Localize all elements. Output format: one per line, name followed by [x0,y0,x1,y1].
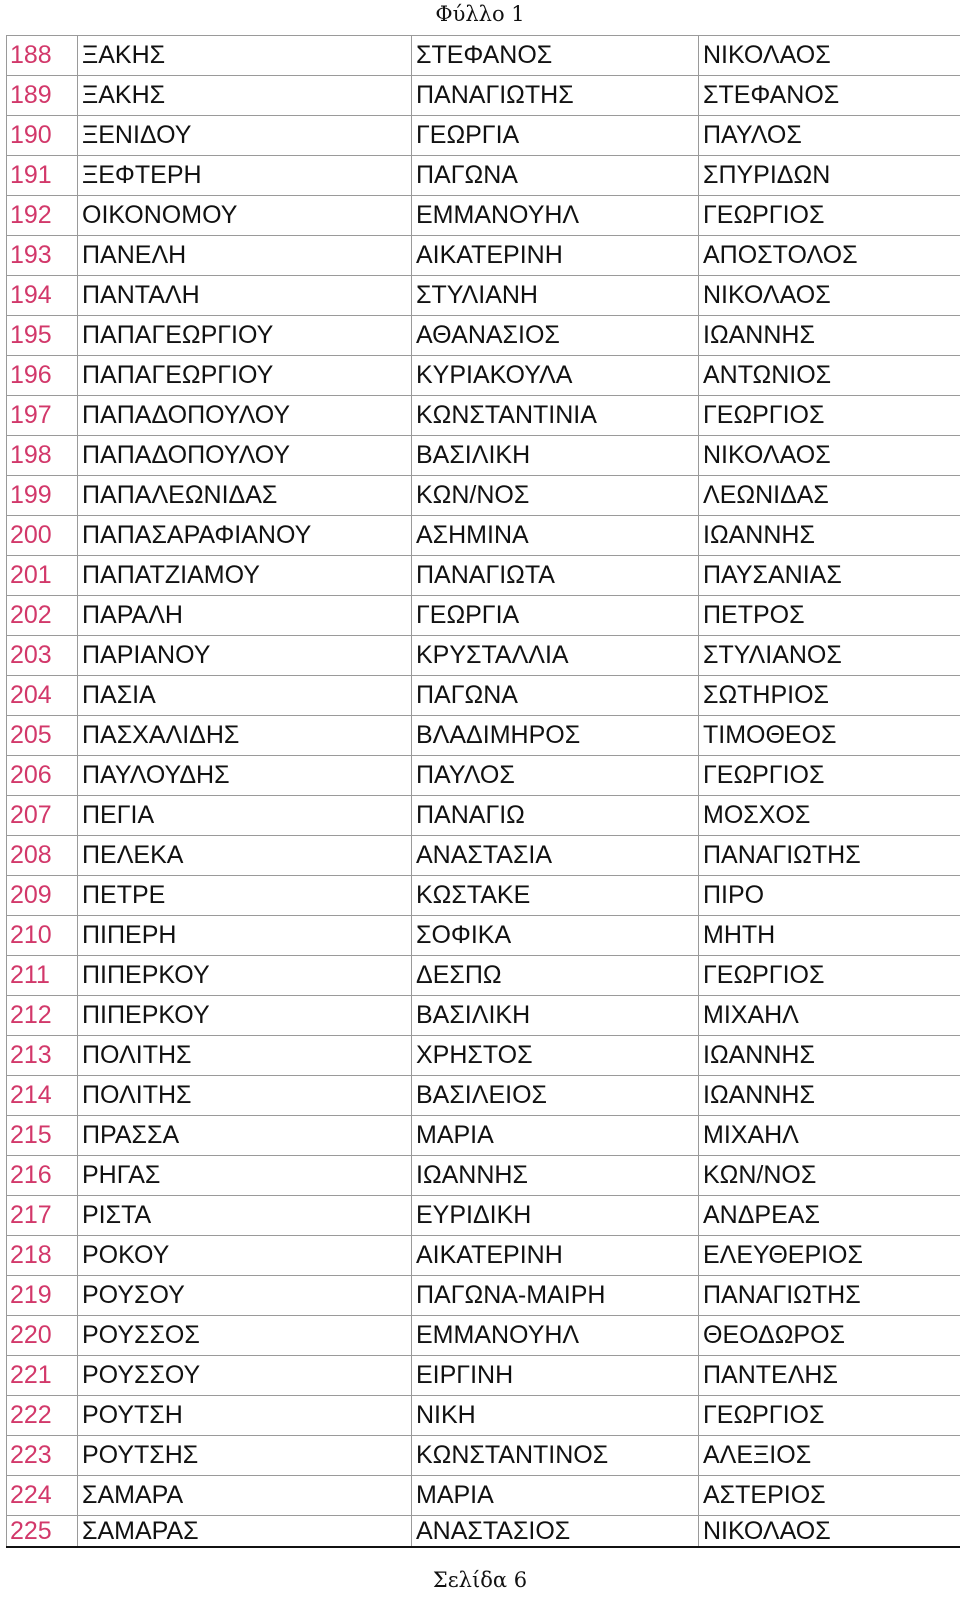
surname-cell: ΠΑΠΑΔΟΠΟΥΛΟΥ [78,436,412,476]
father-name-cell: ΑΠΟΣΤΟΛΟΣ [699,236,960,276]
page-footer: Σελίδα 6 [432,1568,528,1592]
surname-cell: ΠΙΠΕΡΚΟΥ [78,996,412,1036]
surname-cell: ΠΙΠΕΡΚΟΥ [78,956,412,996]
row-number: 198 [7,436,78,476]
table-row [7,356,960,396]
table-row [7,316,960,356]
table-row [7,676,960,716]
row-number: 194 [7,276,78,316]
father-name-cell: ΚΩΝ/ΝΟΣ [699,1156,960,1196]
father-name-cell: ΠΑΝΑΓΙΩΤΗΣ [699,836,960,876]
first-name-cell: ΣΤΕΦΑΝΟΣ [412,36,699,76]
father-name-cell: ΠΑΝΑΓΙΩΤΗΣ [699,1276,960,1316]
surname-cell: ΣΑΜΑΡΑ [78,1476,412,1516]
table-row [7,516,960,556]
surname-cell: ΠΙΠΕΡΗ [78,916,412,956]
roster-body [7,36,960,1548]
row-number: 216 [7,1156,78,1196]
father-name-cell: ΑΣΤΕΡΙΟΣ [699,1476,960,1516]
first-name-cell: ΠΑΝΑΓΙΩΤΑ [412,556,699,596]
row-number: 190 [7,116,78,156]
father-name-cell: ΙΩΑΝΝΗΣ [699,1036,960,1076]
first-name-cell: ΑΝΑΣΤΑΣΙΟΣ [412,1516,699,1548]
surname-cell: ΠΑΡΙΑΝΟΥ [78,636,412,676]
table-row [7,276,960,316]
first-name-cell: ΠΑΝΑΓΙΩ [412,796,699,836]
row-number: 221 [7,1356,78,1396]
row-number: 224 [7,1476,78,1516]
father-name-cell: ΠΑΝΤΕΛΗΣ [699,1356,960,1396]
row-number: 205 [7,716,78,756]
surname-cell: ΞΑΚΗΣ [78,36,412,76]
surname-cell: ΡΟΚΟΥ [78,1236,412,1276]
father-name-cell: ΠΙΡΟ [699,876,960,916]
surname-cell: ΠΕΓΙΑ [78,796,412,836]
row-number: 201 [7,556,78,596]
surname-cell: ΡΟΥΤΣΗ [78,1396,412,1436]
first-name-cell: ΓΕΩΡΓΙΑ [412,596,699,636]
row-number: 225 [7,1516,78,1548]
surname-cell: ΞΕΦΤΕΡΗ [78,156,412,196]
row-number: 192 [7,196,78,236]
table-row [7,1116,960,1156]
first-name-cell: ΑΣΗΜΙΝΑ [412,516,699,556]
father-name-cell: ΘΕΟΔΩΡΟΣ [699,1316,960,1356]
surname-cell: ΠΑΝΕΛΗ [78,236,412,276]
table-row [7,396,960,436]
surname-cell: ΠΕΛΕΚΑ [78,836,412,876]
row-number: 218 [7,1236,78,1276]
first-name-cell: ΕΥΡΙΔΙΚΗ [412,1196,699,1236]
table-row [7,956,960,996]
father-name-cell: ΓΕΩΡΓΙΟΣ [699,956,960,996]
father-name-cell: ΓΕΩΡΓΙΟΣ [699,196,960,236]
table-row [7,1436,960,1476]
row-number: 222 [7,1396,78,1436]
first-name-cell: ΜΑΡΙΑ [412,1116,699,1156]
surname-cell: ΠΑΣΙΑ [78,676,412,716]
table-row [7,196,960,236]
row-number: 223 [7,1436,78,1476]
table-row [7,796,960,836]
father-name-cell: ΣΤΕΦΑΝΟΣ [699,76,960,116]
first-name-cell: ΕΙΡΓΙΝΗ [412,1356,699,1396]
first-name-cell: ΕΜΜΑΝΟΥΗΛ [412,196,699,236]
father-name-cell: ΓΕΩΡΓΙΟΣ [699,1396,960,1436]
roster-table [6,35,960,1548]
father-name-cell: ΜΟΣΧΟΣ [699,796,960,836]
surname-cell: ΡΟΥΣΟΥ [78,1276,412,1316]
first-name-cell: ΚΩΝΣΤΑΝΤΙΝΟΣ [412,1436,699,1476]
surname-cell: ΠΕΤΡΕ [78,876,412,916]
first-name-cell: ΠΑΓΩΝΑ-ΜΑΙΡΗ [412,1276,699,1316]
table-row [7,1156,960,1196]
first-name-cell: ΠΑΓΩΝΑ [412,676,699,716]
table-row [7,1516,960,1548]
surname-cell: ΠΟΛΙΤΗΣ [78,1076,412,1116]
first-name-cell: ΔΕΣΠΩ [412,956,699,996]
surname-cell: ΠΑΠΑΣΑΡΑΦΙΑΝΟΥ [78,516,412,556]
table-row [7,76,960,116]
surname-cell: ΡΙΣΤΑ [78,1196,412,1236]
father-name-cell: ΓΕΩΡΓΙΟΣ [699,396,960,436]
first-name-cell: ΙΩΑΝΝΗΣ [412,1156,699,1196]
row-number: 188 [7,36,78,76]
row-number: 202 [7,596,78,636]
father-name-cell: ΕΛΕΥΘΕΡΙΟΣ [699,1236,960,1276]
table-row [7,1196,960,1236]
father-name-cell: ΜΙΧΑΗΛ [699,1116,960,1156]
table-row [7,476,960,516]
row-number: 215 [7,1116,78,1156]
table-row [7,116,960,156]
first-name-cell: ΚΩΝΣΤΑΝΤΙΝΙΑ [412,396,699,436]
first-name-cell: ΚΩΣΤΑΚΕ [412,876,699,916]
first-name-cell: ΑΘΑΝΑΣΙΟΣ [412,316,699,356]
surname-cell: ΠΑΣΧΑΛΙΔΗΣ [78,716,412,756]
first-name-cell: ΠΑΝΑΓΙΩΤΗΣ [412,76,699,116]
first-name-cell: ΚΡΥΣΤΑΛΛΙΑ [412,636,699,676]
sheet-header: Φύλλο 1 [435,2,525,26]
surname-cell: ΠΑΠΑΔΟΠΟΥΛΟΥ [78,396,412,436]
table-row [7,836,960,876]
father-name-cell: ΝΙΚΟΛΑΟΣ [699,36,960,76]
table-row [7,236,960,276]
table-row [7,1076,960,1116]
first-name-cell: ΝΙΚΗ [412,1396,699,1436]
row-number: 220 [7,1316,78,1356]
row-number: 200 [7,516,78,556]
father-name-cell: ΣΤΥΛΙΑΝΟΣ [699,636,960,676]
surname-cell: ΠΑΠΑΛΕΩΝΙΔΑΣ [78,476,412,516]
father-name-cell: ΠΑΥΛΟΣ [699,116,960,156]
surname-cell: ΠΑΡΑΛΗ [78,596,412,636]
table-row [7,756,960,796]
table-row [7,1356,960,1396]
father-name-cell: ΣΠΥΡΙΔΩΝ [699,156,960,196]
father-name-cell: ΝΙΚΟΛΑΟΣ [699,1516,960,1548]
row-number: 213 [7,1036,78,1076]
first-name-cell: ΑΙΚΑΤΕΡΙΝΗ [412,236,699,276]
row-number: 196 [7,356,78,396]
surname-cell: ΡΟΥΤΣΗΣ [78,1436,412,1476]
table-row [7,716,960,756]
table-row [7,996,960,1036]
first-name-cell: ΒΛΑΔΙΜΗΡΟΣ [412,716,699,756]
surname-cell: ΠΟΛΙΤΗΣ [78,1036,412,1076]
first-name-cell: ΠΑΓΩΝΑ [412,156,699,196]
first-name-cell: ΒΑΣΙΛΙΚΗ [412,436,699,476]
row-number: 199 [7,476,78,516]
first-name-cell: ΜΑΡΙΑ [412,1476,699,1516]
row-number: 208 [7,836,78,876]
row-number: 195 [7,316,78,356]
father-name-cell: ΑΛΕΞΙΟΣ [699,1436,960,1476]
table-row [7,1476,960,1516]
row-number: 191 [7,156,78,196]
surname-cell: ΠΑΝΤΑΛΗ [78,276,412,316]
row-number: 210 [7,916,78,956]
table-row [7,1236,960,1276]
table-row [7,1316,960,1356]
table-row [7,1276,960,1316]
father-name-cell: ΤΙΜΟΘΕΟΣ [699,716,960,756]
surname-cell: ΡΗΓΑΣ [78,1156,412,1196]
father-name-cell: ΛΕΩΝΙΔΑΣ [699,476,960,516]
father-name-cell: ΜΙΧΑΗΛ [699,996,960,1036]
table-row [7,916,960,956]
surname-cell: ΟΙΚΟΝΟΜΟΥ [78,196,412,236]
row-number: 219 [7,1276,78,1316]
table-row [7,1396,960,1436]
table-row [7,1036,960,1076]
row-number: 189 [7,76,78,116]
father-name-cell: ΣΩΤΗΡΙΟΣ [699,676,960,716]
row-number: 214 [7,1076,78,1116]
father-name-cell: ΝΙΚΟΛΑΟΣ [699,276,960,316]
surname-cell: ΠΑΠΑΤΖΙΑΜΟΥ [78,556,412,596]
table-row [7,156,960,196]
row-number: 206 [7,756,78,796]
surname-cell: ΠΡΑΣΣΑ [78,1116,412,1156]
row-number: 207 [7,796,78,836]
table-row [7,596,960,636]
first-name-cell: ΓΕΩΡΓΙΑ [412,116,699,156]
row-number: 212 [7,996,78,1036]
row-number: 211 [7,956,78,996]
father-name-cell: ΙΩΑΝΝΗΣ [699,1076,960,1116]
surname-cell: ΠΑΠΑΓΕΩΡΓΙΟΥ [78,316,412,356]
surname-cell: ΣΑΜΑΡΑΣ [78,1516,412,1548]
surname-cell: ΡΟΥΣΣΟΥ [78,1356,412,1396]
first-name-cell: ΚΥΡΙΑΚΟΥΛΑ [412,356,699,396]
row-number: 203 [7,636,78,676]
first-name-cell: ΑΝΑΣΤΑΣΙΑ [412,836,699,876]
first-name-cell: ΧΡΗΣΤΟΣ [412,1036,699,1076]
first-name-cell: ΚΩΝ/ΝΟΣ [412,476,699,516]
father-name-cell: ΑΝΔΡΕΑΣ [699,1196,960,1236]
row-number: 193 [7,236,78,276]
surname-cell: ΞΕΝΙΔΟΥ [78,116,412,156]
father-name-cell: ΙΩΑΝΝΗΣ [699,516,960,556]
table-row [7,36,960,76]
father-name-cell: ΠΕΤΡΟΣ [699,596,960,636]
father-name-cell: ΠΑΥΣΑΝΙΑΣ [699,556,960,596]
father-name-cell: ΓΕΩΡΓΙΟΣ [699,756,960,796]
first-name-cell: ΕΜΜΑΝΟΥΗΛ [412,1316,699,1356]
father-name-cell: ΙΩΑΝΝΗΣ [699,316,960,356]
first-name-cell: ΒΑΣΙΛΕΙΟΣ [412,1076,699,1116]
table-row [7,436,960,476]
father-name-cell: ΜΗΤΗ [699,916,960,956]
row-number: 217 [7,1196,78,1236]
surname-cell: ΠΑΠΑΓΕΩΡΓΙΟΥ [78,356,412,396]
row-number: 204 [7,676,78,716]
father-name-cell: ΑΝΤΩΝΙΟΣ [699,356,960,396]
table-row [7,636,960,676]
table-row [7,556,960,596]
surname-cell: ΞΑΚΗΣ [78,76,412,116]
row-number: 209 [7,876,78,916]
table-row [7,876,960,916]
surname-cell: ΠΑΥΛΟΥΔΗΣ [78,756,412,796]
surname-cell: ΡΟΥΣΣΟΣ [78,1316,412,1356]
first-name-cell: ΣΟΦΙΚΑ [412,916,699,956]
first-name-cell: ΠΑΥΛΟΣ [412,756,699,796]
row-number: 197 [7,396,78,436]
first-name-cell: ΣΤΥΛΙΑΝΗ [412,276,699,316]
first-name-cell: ΑΙΚΑΤΕΡΙΝΗ [412,1236,699,1276]
father-name-cell: ΝΙΚΟΛΑΟΣ [699,436,960,476]
first-name-cell: ΒΑΣΙΛΙΚΗ [412,996,699,1036]
